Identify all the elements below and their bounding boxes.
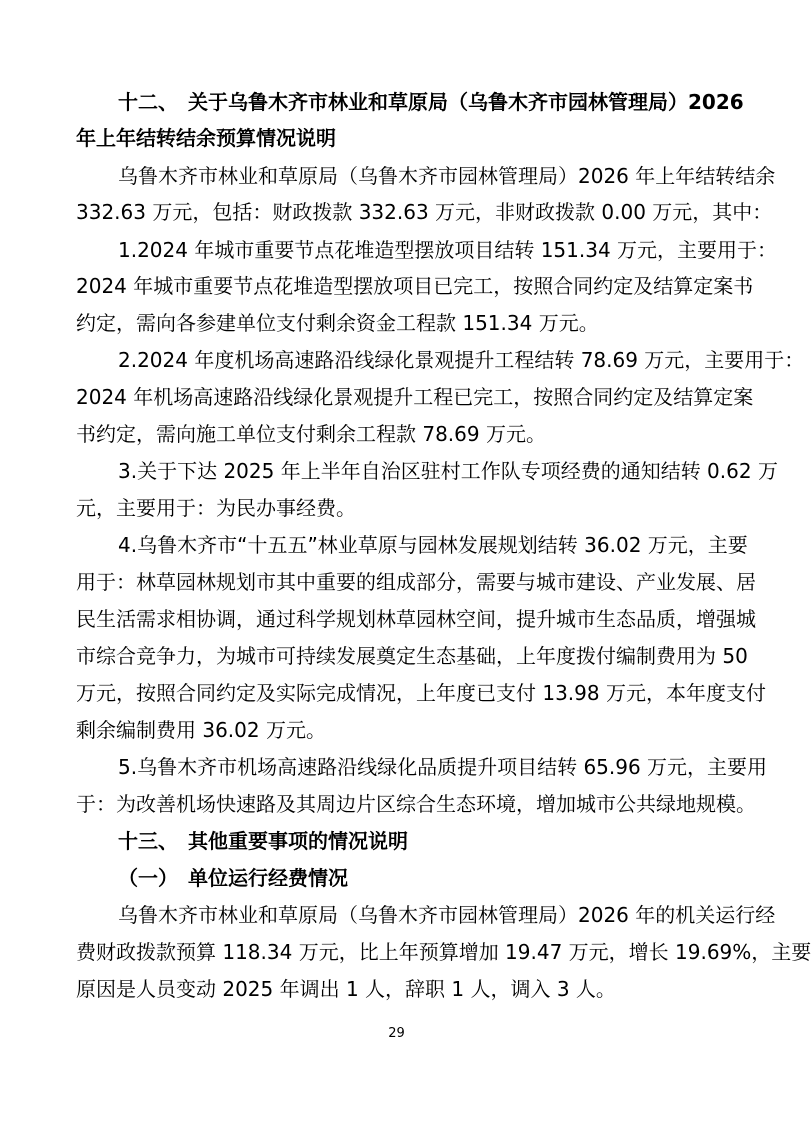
item-3-line-1: 3.关于下达 2025 年上半年自治区驻村工作队专项经费的通知结转 0.62 万	[118, 459, 778, 483]
running-cost-paragraph-line-2: 费财政拨款预算 118.34 万元，比上年预算增加 19.47 万元，增长 19.69%，主要	[76, 940, 811, 964]
running-cost-paragraph-line-3: 原因是人员变动 2025 年调出 1 人，辞职 1 人，调入 3 人。	[76, 977, 616, 1001]
item-2-line-3: 书约定，需向施工单位支付剩余工程款 78.69 万元。	[76, 422, 546, 446]
item-5-line-1: 5.乌鲁木齐市机场高速路沿线绿化品质提升项目结转 65.96 万元，主要用	[118, 755, 768, 779]
item-4-line-1: 4.乌鲁木齐市“十五五”林业草原与园林发展规划结转 36.02 万元，主要	[118, 533, 748, 557]
running-cost-paragraph-line-1: 乌鲁木齐市林业和草原局（乌鲁木齐市园林管理局）2026 年的机关运行经	[118, 903, 776, 927]
item-2-line-2: 2024 年机场高速路沿线绿化景观提升工程已完工，按照合同约定及结算定案	[76, 385, 754, 409]
item-5-line-2: 于：为改善机场快速路及其周边片区综合生态环境，增加城市公共绿地规模。	[76, 792, 756, 816]
section-13-heading: 十三、 其他重要事项的情况说明	[118, 829, 408, 853]
page-number: 29	[388, 1026, 405, 1041]
section-12-heading-line-2: 年上年结转结余预算情况说明	[76, 126, 336, 150]
item-4-line-2: 用于：林草园林规划市其中重要的组成部分，需要与城市建设、产业发展、居	[76, 570, 756, 594]
item-2-line-1: 2.2024 年度机场高速路沿线绿化景观提升工程结转 78.69 万元，主要用于：	[118, 348, 805, 372]
item-4-line-6: 剩余编制费用 36.02 万元。	[76, 718, 326, 742]
item-4-line-3: 民生活需求相协调，通过科学规划林草园林空间，提升城市生态品质，增强城	[76, 607, 756, 631]
item-4-line-4: 市综合竞争力，为城市可持续发展奠定生态基础，上年度拨付编制费用为 50	[76, 644, 748, 668]
item-4-line-5: 万元，按照合同约定及实际完成情况，上年度已支付 13.98 万元，本年度支付	[76, 681, 766, 705]
subsection-1-heading: （一） 单位运行经费情况	[118, 866, 348, 890]
item-1-line-3: 约定，需向各参建单位支付剩余资金工程款 151.34 万元。	[76, 311, 599, 335]
intro-paragraph-line-2: 332.63 万元，包括：财政拨款 332.63 万元，非财政拨款 0.00 万元，其中：	[76, 200, 773, 224]
item-3-line-2: 元，主要用于：为民办事经费。	[76, 496, 356, 520]
section-12-heading-line-1: 十二、 关于乌鲁木齐市林业和草原局（乌鲁木齐市园林管理局）2026	[118, 90, 744, 114]
item-1-line-1: 1.2024 年城市重要节点花堆造型摆放项目结转 151.34 万元，主要用于：	[118, 238, 778, 262]
intro-paragraph-line-1: 乌鲁木齐市林业和草原局（乌鲁木齐市园林管理局）2026 年上年结转结余	[118, 164, 776, 188]
item-1-line-2: 2024 年城市重要节点花堆造型摆放项目已完工，按照合同约定及结算定案书	[76, 274, 754, 298]
